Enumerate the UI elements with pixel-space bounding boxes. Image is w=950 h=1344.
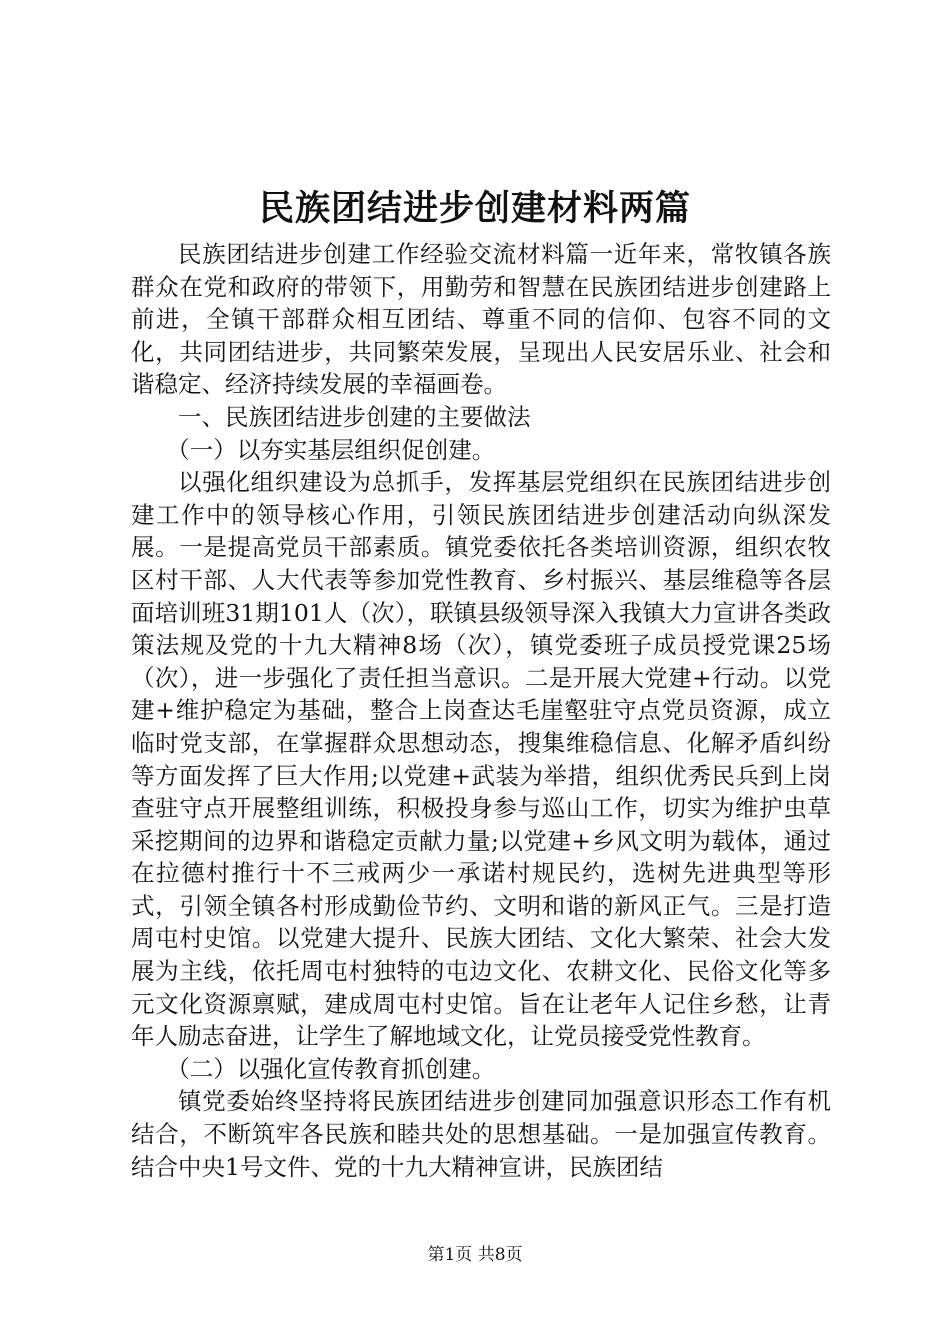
section-heading-1: 一、民族团结进步创建的主要做法 [178, 402, 531, 431]
subsection-heading-1: （一）以夯实基层组织促创建。 [166, 435, 496, 464]
document-title: 民族团结进步创建材料两篇 [258, 188, 691, 229]
subsection-heading-2: （二）以强化宣传教育抓创建。 [166, 1054, 496, 1083]
document-body [131, 238, 831, 1183]
intro-paragraph: 民族团结进步创建工作经验交流材料篇一近年来，常牧镇各族群众在党和政府的带领下，用勤劳和智慧在民族团结进步创建路上前进，全镇干部群众相互团结、尊重不同的信仰、包容不同的文化，共同团结进步，共同繁荣发展，呈现出人民安居乐业、社会和谐稳定、经济持续发展的幸福画卷。 [131, 240, 831, 399]
page-footer: 第1页 共8页 [427, 1245, 523, 1265]
body-paragraph-2: 镇党委始终坚持将民族团结进步创建同加强意识形态工作有机结合，不断筑牢各民族和睦共处的思想基础。一是加强宣传教育。结合中央1号文件、党的十九大精神宣讲，民族团结 [131, 1087, 831, 1181]
body-paragraph-1: 以强化组织建设为总抓手，发挥基层党组织在民族团结进步创建工作中的领导核心作用，引领民族团结进步创建活动向纵深发展。一是提高党员干部素质。镇党委依托各类培训资源，组织农牧区村干部、人大代表等参加党性教育、乡村振兴、基层维稳等各层面培训班31期101人（次），联镇县级领导深入我镇大力宣讲各类政策法规及党的十九大精神8场（次），镇党委班子成员授党课25场（次），进一步强化了责任担当意识。二是开展大党建+行动。以党建+维护稳定为基础，整合上岗查达毛崖壑驻守点党员资源，成立临时党支部，在掌握群众思想动态，搜集维稳信息、化解矛盾纠纷等方面发挥了巨大作用;以党建+武装为举措，组织优秀民兵到上岗查驻守点开展整组训练，积极投身参与巡山工作，切实为维护虫草采挖期间的边界和谐稳定贡献力量;以党建+乡风文明为载体，通过在拉德村推行十不三戒两少一承诺村规民约，选树先进典型等形式，引领全镇各村形成勤俭节约、文明和谐的新风正气。三是打造周屯村史馆。以党建大提升、民族大团结、文化大繁荣、社会大发展为主线，依托周屯村独特的屯边文化、农耕文化、民俗文化等多元文化资源禀赋，建成周屯村史馆。旨在让老年人记住乡愁，让青年人励志奋进，让学生了解地域文化，让党员接受党性教育。 [131, 468, 831, 1051]
